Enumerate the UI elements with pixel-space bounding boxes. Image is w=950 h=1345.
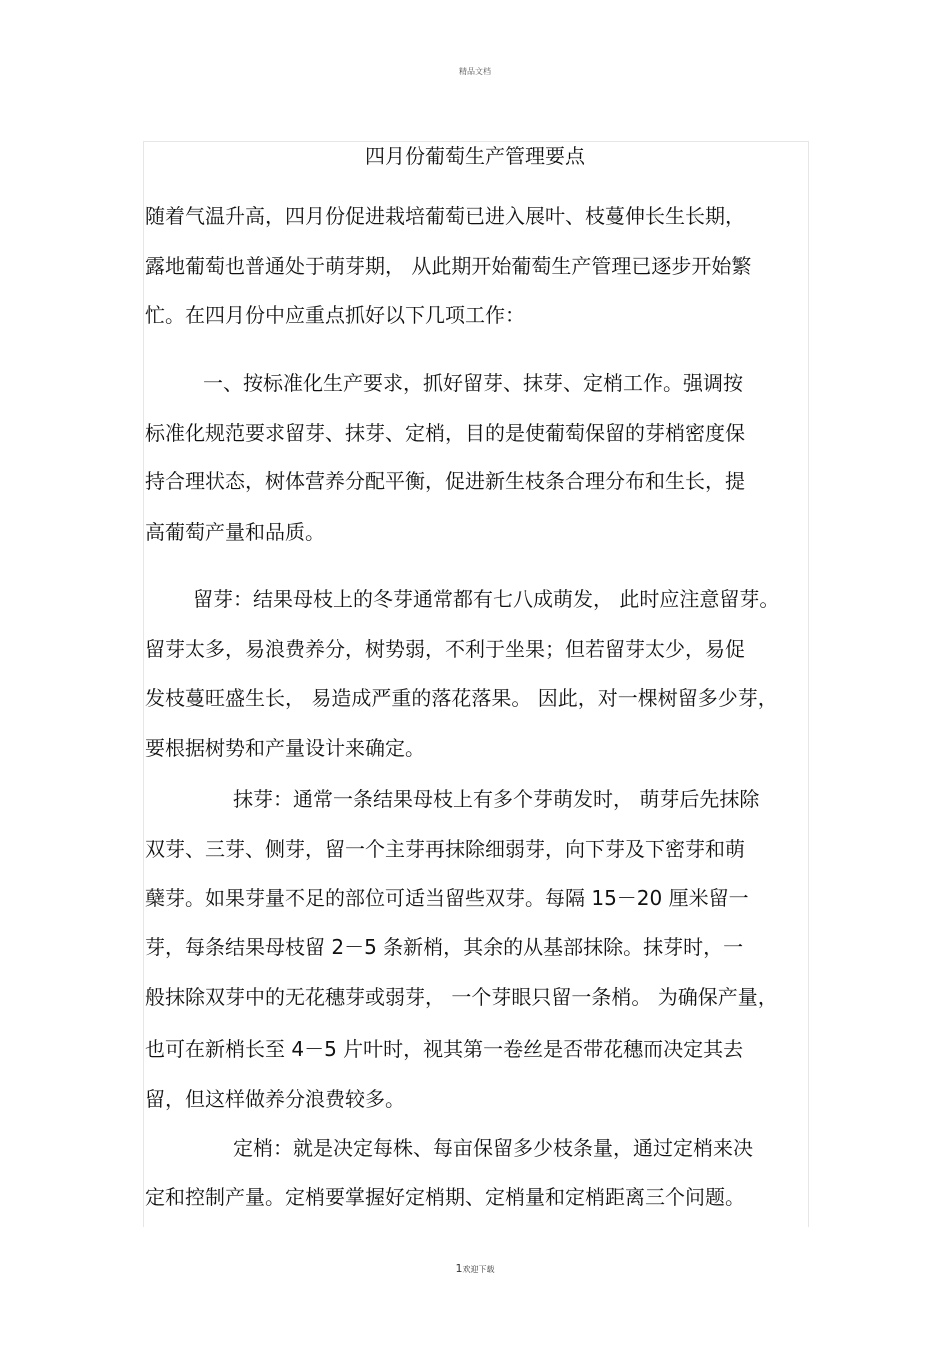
body-line: 持合理状态，树体营养分配平衡，促进新生枝条合理分布和生长，提 — [145, 469, 745, 493]
body-line: 芽，每条结果母枝留 2－5 条新梢，其余的从基部抹除。抹芽时，一 — [145, 935, 744, 959]
body-line: 留芽太多，易浪费养分，树势弱，不利于坐果；但若留芽太少，易促 — [145, 637, 745, 661]
body-line: 双芽、三芽、侧芽，留一个主芽再抹除细弱芽，向下芽及下密芽和萌 — [145, 837, 745, 861]
body-line: 留，但这样做养分浪费较多。 — [145, 1087, 405, 1111]
body-line: 露地葡萄也普通处于萌芽期， 从此期开始葡萄生产管理已逐步开始繁 — [145, 254, 752, 278]
body-line: 定和控制产量。定梢要掌握好定梢期、定梢量和定梢距离三个问题。 — [145, 1185, 745, 1209]
body-line: 发枝蔓旺盛生长， 易造成严重的落花落果。 因此，对一棵树留多少芽， — [145, 686, 778, 710]
body-line: 要根据树势和产量设计来确定。 — [145, 736, 425, 760]
section-heading: 一、按标准化生产要求，抓好留芽、抹芽、定梢工作。强调按 — [203, 371, 743, 395]
paragraph-start: 抹芽：通常一条结果母枝上有多个芽萌发时， 萌芽后先抹除 — [233, 787, 760, 811]
body-line: 随着气温升高，四月份促进栽培葡萄已进入展叶、枝蔓伸长生长期， — [145, 204, 745, 228]
document-title: 四月份葡萄生产管理要点 — [365, 144, 585, 168]
body-line: 高葡萄产量和品质。 — [145, 520, 325, 544]
body-line: 般抹除双芽中的无花穗芽或弱芽， 一个芽眼只留一条梢。 为确保产量， — [145, 985, 778, 1009]
page-number: 1 — [455, 1262, 463, 1275]
paragraph-start: 定梢：就是决定每株、每亩保留多少枝条量，通过定梢来决 — [233, 1136, 753, 1160]
page-footer — [0, 1262, 950, 1275]
footer-text: 欢迎下载 — [462, 1265, 495, 1274]
body-line: 蘖芽。如果芽量不足的部位可适当留些双芽。每隔 15－20 厘米留一 — [145, 886, 749, 910]
header-watermark: 精品文档 — [459, 67, 491, 76]
body-line: 忙。在四月份中应重点抓好以下几项工作： — [145, 303, 525, 327]
paragraph-start: 留芽：结果母枝上的冬芽通常都有七八成萌发， 此时应注意留芽。 — [193, 587, 780, 611]
body-line: 标准化规范要求留芽、抹芽、定梢，目的是使葡萄保留的芽梢密度保 — [145, 421, 745, 445]
body-line: 也可在新梢长至 4－5 片叶时，视其第一卷丝是否带花穗而决定其去 — [145, 1037, 744, 1061]
